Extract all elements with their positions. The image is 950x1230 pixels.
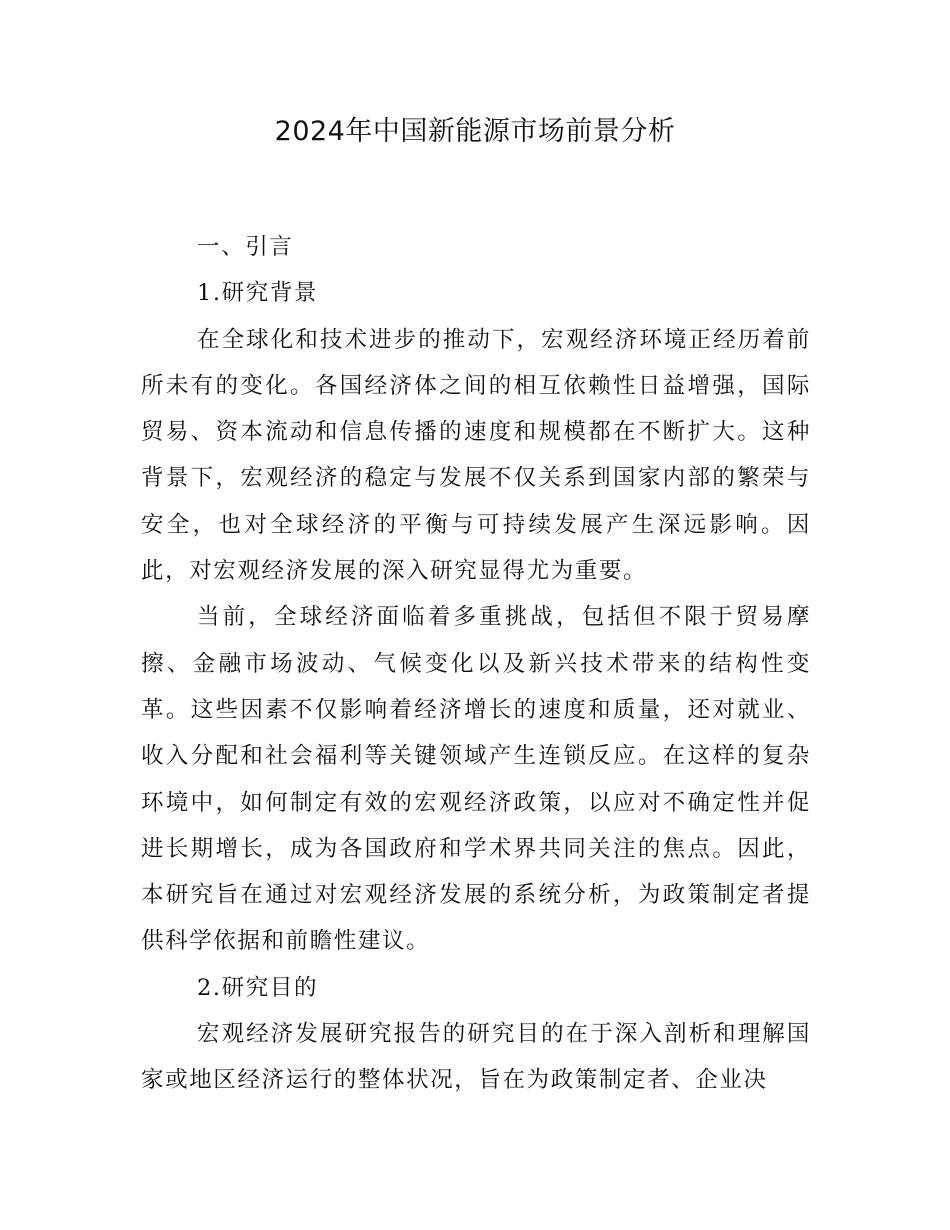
paragraph-purpose-1: 宏观经济发展研究报告的研究目的在于深入剖析和理解国家或地区经济运行的整体状况，旨在为政策制定者、企业决 <box>141 1021 811 1094</box>
document-title: 2024年中国新能源市场前景分析 <box>274 116 676 147</box>
section-heading-intro: 一、引言 <box>197 234 294 260</box>
paragraph-background-1: 在全球化和技术进步的推动下，宏观经济环境正经历着前所未有的变化。各国经济体之间的相互依赖性日益增强，国际贸易、资本流动和信息传播的速度和规模都在不断扩大。这种背景下，宏观经济的稳定与发展不仅关系到国家内部的繁荣与安全，也对全球经济的平衡与可持续发展产生深远影响。因此，对宏观经济发展的深入研究显得尤为重要。 <box>141 326 811 585</box>
subsection-heading-purpose: 2.研究目的 <box>197 974 319 1001</box>
subsection-heading-background: 1.研究背景 <box>197 280 319 307</box>
paragraph-background-2: 当前，全球经济面临着多重挑战，包括但不限于贸易摩擦、金融市场波动、气候变化以及新兴技术带来的结构性变革。这些因素不仅影响着经济增长的速度和质量，还对就业、收入分配和社会福利等关键领域产生连锁反应。在这样的复杂环境中，如何制定有效的宏观经济政策，以应对不确定性并促进长期增长，成为各国政府和学术界共同关注的焦点。因此，本研究旨在通过对宏观经济发展的系统分析，为政策制定者提供科学依据和前瞻性建议。 <box>141 604 811 955</box>
document-body <box>141 224 811 1104</box>
